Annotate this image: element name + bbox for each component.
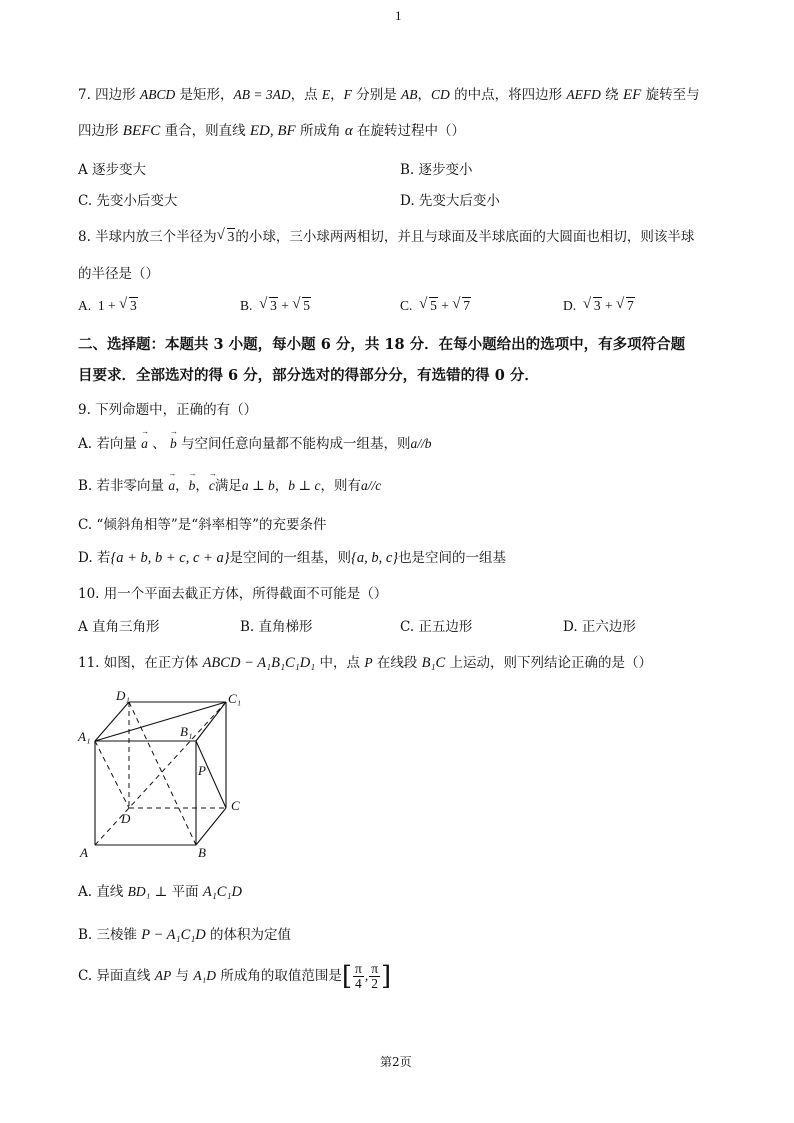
q7-option-a: A 逐步变大 <box>78 162 147 178</box>
q9-option-d: D. 若{a + b, b + c, c + a}是空间的一组基，则{a, b, c}也是空间的一组基 <box>78 550 507 566</box>
cube-figure <box>70 685 260 865</box>
q8-line2: 的半径是（） <box>78 266 159 282</box>
q9-option-a: A. 若向量 a → 、 b → 与空间任意向量都不能构成一组基，则a//b <box>78 432 432 452</box>
q10-option-b: B. 直角梯形 <box>240 619 313 635</box>
q7-line2: 四边形 BEFC 重合，则直线 ED, BF 所成角 α 在旋转过程中（） <box>78 123 465 139</box>
q10-option-d: D. 正六边形 <box>563 619 636 635</box>
edge-b1-c1 <box>196 702 226 741</box>
diag-a1-c1 <box>95 702 226 741</box>
q8-option-c: C. √ 5 + √ 7 <box>400 298 471 314</box>
q11-option-b: B. 三棱锥 P − A₁C₁D 的体积为定值 <box>78 927 292 943</box>
fraction-pi-over-4: $\frac{\pi}{4}$ <box>354 961 362 991</box>
q8-line1: 8. 半球内放三个半径为√ 3的小球，三小球两两相切，并且与球面及半球底面的大圆面也相切，则该半球 <box>78 225 694 245</box>
q10-option-c: C. 正五边形 <box>400 619 473 635</box>
edge-b-c <box>196 808 226 845</box>
section2-heading-line1: 二、选择题：本题共 3 小题，每小题 6 分，共 18 分．在每小题给出的选项中，有多项符合题 <box>78 336 686 353</box>
q8-option-d: D. √ 3 + √ 7 <box>563 298 635 314</box>
label-p: P <box>198 763 206 778</box>
label-a: A <box>80 845 88 860</box>
page-footer: 第2页 <box>380 1055 412 1069</box>
q7-option-c: C. 先变小后变大 <box>78 193 178 209</box>
q8-option-b: B. √ 3 + √ 5 <box>240 298 311 314</box>
q9-option-c: C. “倾斜角相等”是“斜率相等”的充要条件 <box>78 517 327 533</box>
page-number: 1 <box>395 8 402 23</box>
label-b: B <box>198 845 206 860</box>
hidden-a1-d <box>95 741 129 808</box>
label-c: C <box>231 798 240 813</box>
q10-option-a: A 直角三角形 <box>78 619 160 635</box>
q11-stem: 11. 如图，在正方体 ABCD − A₁B₁C₁D₁ 中，点 P 在线段 B₁C 上运动，则下列结论正确的是（） <box>78 655 653 671</box>
q7-option-b: B. 逐步变小 <box>400 162 473 178</box>
q7-option-d: D. 先变大后变小 <box>400 193 500 209</box>
q8-option-a: A. 1 + √ 3 <box>78 298 138 314</box>
q11-option-c: C. 异面直线 AP 与 A₁D 所成角的取值范围是[ $\frac{\pi}{4}$ , $\frac{\pi}{2}$ ] <box>78 961 392 992</box>
q10-stem: 10. 用一个平面去截正方体，所得截面不可能是（） <box>78 586 388 602</box>
label-a1: A₁ <box>78 729 91 744</box>
sqrt-3: √ 3 <box>218 229 236 245</box>
q9-stem: 9. 下列命题中，正确的有（） <box>78 402 258 418</box>
q7-line1: 7. 四边形 ABCD 是矩形，AB = 3AD，点 E，F 分别是 AB，CD 的中点，将四边形 AEFD 绕 EF 旋转至与 <box>78 87 700 103</box>
fraction-pi-over-2: $\frac{\pi}{2}$ <box>371 961 379 991</box>
q11-option-a: A. 直线 BD₁ ⊥ 平面 A₁C₁D <box>78 884 242 900</box>
label-c1: C₁ <box>228 691 242 706</box>
label-d: D <box>121 811 131 826</box>
edge-a1-d1 <box>95 702 129 741</box>
label-d1: D₁ <box>116 688 130 703</box>
section2-heading-line2: 目要求．全部选对的得 6 分，部分选对的得部分分，有选错的得 0 分． <box>78 367 539 384</box>
label-b1: B₁ <box>180 724 193 739</box>
q9-option-b: B. 若非零向量 a →，b →，c →满足a ⊥ b，b ⊥ c，则有a//c <box>78 474 381 494</box>
hidden-c1-d <box>129 702 226 808</box>
